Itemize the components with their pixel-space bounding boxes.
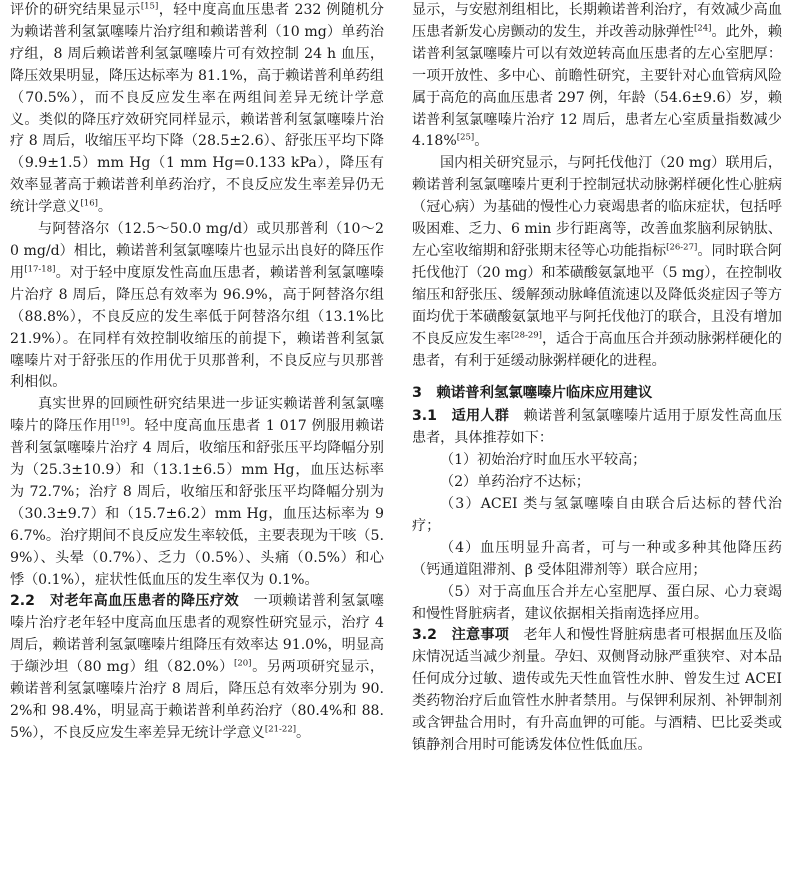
citation-ref: [26-27] xyxy=(666,242,698,253)
text-run: 与阿替洛尔（12.5～50.0 mg/d）或贝那普利（10～20 mg/d）相比，赖诺普利氢氯噻嗪片也显示出良好的降压作用 xyxy=(10,221,384,281)
paragraph-domestic-studies xyxy=(412,153,782,372)
section-2-2-paragraph xyxy=(10,591,384,744)
paragraph-vs-atenolol-benazepril xyxy=(10,219,384,394)
text-run: 。 xyxy=(97,199,113,216)
section-number: 2.2 xyxy=(10,593,35,610)
text-run: 国内相关研究显示，与阿托伐他汀（20 mg）联用后，赖诺普利氢氯噻嗪片更利于控制冠状动脉粥样硬化性心脏病（冠心病）为基础的慢性心力衰竭患者的临床症状，包括呼吸困难、乏力、6 min 步行距离等，改善血浆脑利尿钠肽、左心室收缩期和舒张期末径等心功能指标 xyxy=(412,155,782,259)
citation-ref: [21-22] xyxy=(264,724,297,735)
section-title: 对老年高血压患者的降压疗效 xyxy=(49,593,240,610)
text-run: 真实世界的回顾性研究结果进一步证实赖诺普利氢氯噻嗪片的降压作用 xyxy=(10,396,384,435)
section-title: 适用人群 xyxy=(451,408,510,425)
citation-ref: [20] xyxy=(234,658,252,669)
section-title: 注意事项 xyxy=(451,627,510,644)
recommendation-item: （5）对于高血压合并左心室肥厚、蛋白尿、心力衰竭和慢性肾脏病者，建议依据相关指南选择应用。 xyxy=(412,583,782,622)
text-run: 。同时联合阿托伐他汀（20 mg）和苯磺酸氨氯地平（5 mg），在控制收缩压和舒张压、缓解颈动脉峰值流速以及降低炎症因子等方面均优于苯磺酸氨氯地平与阿托伐他汀的联合，且没有增加不良反应发生率 xyxy=(412,242,783,347)
section-number: 3.1 xyxy=(412,408,437,425)
section-3-1-paragraph xyxy=(412,406,782,450)
recommendation-item: （2）单药治疗不达标； xyxy=(440,474,590,491)
text-run: 一项赖诺普利氢氯噻嗪片治疗老年轻中度高血压患者的观察性研究显示，治疗 4 周后，赖诺普利氢氯噻嗪片组降压有效率达 91.0%，明显高于缬沙坦（80 mg）组（82.0%） xyxy=(10,593,385,676)
citation-ref: [24] xyxy=(694,23,712,34)
paragraph-real-world-study xyxy=(10,394,384,591)
text-run: 。轻中度高血压患者 1 017 例服用赖诺普利氢氯噻嗪片治疗 4 周后，收缩压和舒张压平均降幅分别为（25.3±10.9）和（13.1±6.5）mm Hg，血压达标率为 72.7%；治疗 8 周后，收缩压和舒张压平均降幅分别为（30.3±9.7）和（15.7±6.2）mm Hg，血压达标率为 96.7%。治疗期间不良反应发生率较低，主要表现为干咳（5.9%）、头晕（0.7%）、乏力（0.5%）、头痛（0.5%）和心悸（0.1%），症状性低血压的发生率仅为 0.1%。 xyxy=(10,418,385,588)
text-run: 。此外，赖诺普利氢氯噻嗪片可以有效逆转高血压患者的左心室肥厚：一项开放性、多中心、前瞻性研究，主要针对心血管病风险属于高危的高血压患者 297 例，年龄（54.6±9.6）岁，赖诺普利氢氯噻嗪片治疗 12 周后，患者左心室质量指数减少 4.18% xyxy=(412,23,783,150)
text-run: 评价的研究结果显示 xyxy=(10,2,141,18)
section-number: 3.2 xyxy=(412,627,437,644)
text-run: 赖诺普利氢氯噻嗪片适用于原发性高血压患者，具体推荐如下： xyxy=(412,408,783,447)
text-run: 显示，与安慰剂组相比，长期赖诺普利治疗，有效减少高血压患者新发心房颤动的发生，并改善动脉弹性 xyxy=(412,2,782,40)
paragraph-efficacy-vs-monotherapy xyxy=(10,0,384,219)
text-run: 老年人和慢性肾脏病患者可根据血压及临床情况适当减少剂量。孕妇、双侧肾动脉严重狭窄、对本品任何成分过敏、遗传或先天性血管性水肿、曾发生过 ACEI 类药物治疗后血管性水肿者禁用。与保钾利尿剂、补钾制剂或含钾盐合用时，有升高血钾的可能。与酒精、巴比妥类或镇静剂合用时可能诱发体位性低血压。 xyxy=(412,627,783,753)
citation-ref: [16] xyxy=(80,198,98,209)
text-run: 。对于轻中度原发性高血压患者，赖诺普利氢氯噻嗪片治疗 8 周后，降压总有效率为 96.9%，高于阿替洛尔组（88.8%），不良反应的发生率低于阿替洛尔组（13.1%比 21.9%）。在同样有效控制收缩压的前提下，赖诺普利氢氯噻嗪片对于舒张压的作用优于贝那普利，不良反应与贝那普利相似。 xyxy=(10,264,385,391)
citation-ref: [28-29] xyxy=(510,329,542,340)
section-3-2-paragraph xyxy=(412,625,782,756)
paragraph-lvh-reversal xyxy=(412,0,782,153)
left-column xyxy=(10,0,384,745)
section-3-heading: 3 赖诺普利氢氯噻嗪片临床应用建议 xyxy=(412,385,653,402)
right-column xyxy=(412,0,782,757)
text-run: 。 xyxy=(474,133,489,150)
recommendation-item: （1）初始治疗时血压水平较高； xyxy=(440,452,647,469)
recommendation-item: （3）ACEI 类与氢氯噻嗪自由联合后达标的替代治疗； xyxy=(412,496,782,534)
citation-ref: [19] xyxy=(111,417,130,428)
text-run: ，适合于高血压合并颈动脉粥样硬化的患者，有利于延缓动脉粥样硬化的进程。 xyxy=(412,330,783,369)
citation-ref: [17-18] xyxy=(24,264,56,275)
citation-ref: [15] xyxy=(140,1,159,12)
recommendation-item: （4）血压明显升高者，可与一种或多种其他降压药（钙通道阻滞剂、β 受体阻滞剂等）联合应用； xyxy=(412,539,782,578)
citation-ref: [25] xyxy=(456,132,475,143)
text-run: 。另两项研究显示，赖诺普利氢氯噻嗪片治疗 8 周后，降压总有效率分别为 90.2%和 98.4%，明显高于赖诺普利单药治疗（80.4%和 88.5%），不良反应发生率差异无统计学意义 xyxy=(10,659,385,741)
text-run: ，轻中度高血压患者 232 例随机分为赖诺普利氢氯噻嗪片治疗组和赖诺普利（10 mg）单药治疗组，8 周后赖诺普利氢氯噻嗪片可有效控制 24 h 血压，降压效果明显，降压达标率为 81.1%，高于赖诺普利单药组（70.5%），而不良反应发生率在两组间差异无统计学意义。类似的降压疗效研究同样显示，赖诺普利氢氯噻嗪片治疗 8 周后，收缩压平均下降（28.5±2.6）、舒张压平均下降（9.9±1.5）mm Hg（1 mm Hg=0.133 kPa），降压有效率显著高于赖诺普利单药治疗，不良反应发生率差异仍无统计学意义 xyxy=(10,2,384,216)
text-run: 。 xyxy=(296,724,311,741)
